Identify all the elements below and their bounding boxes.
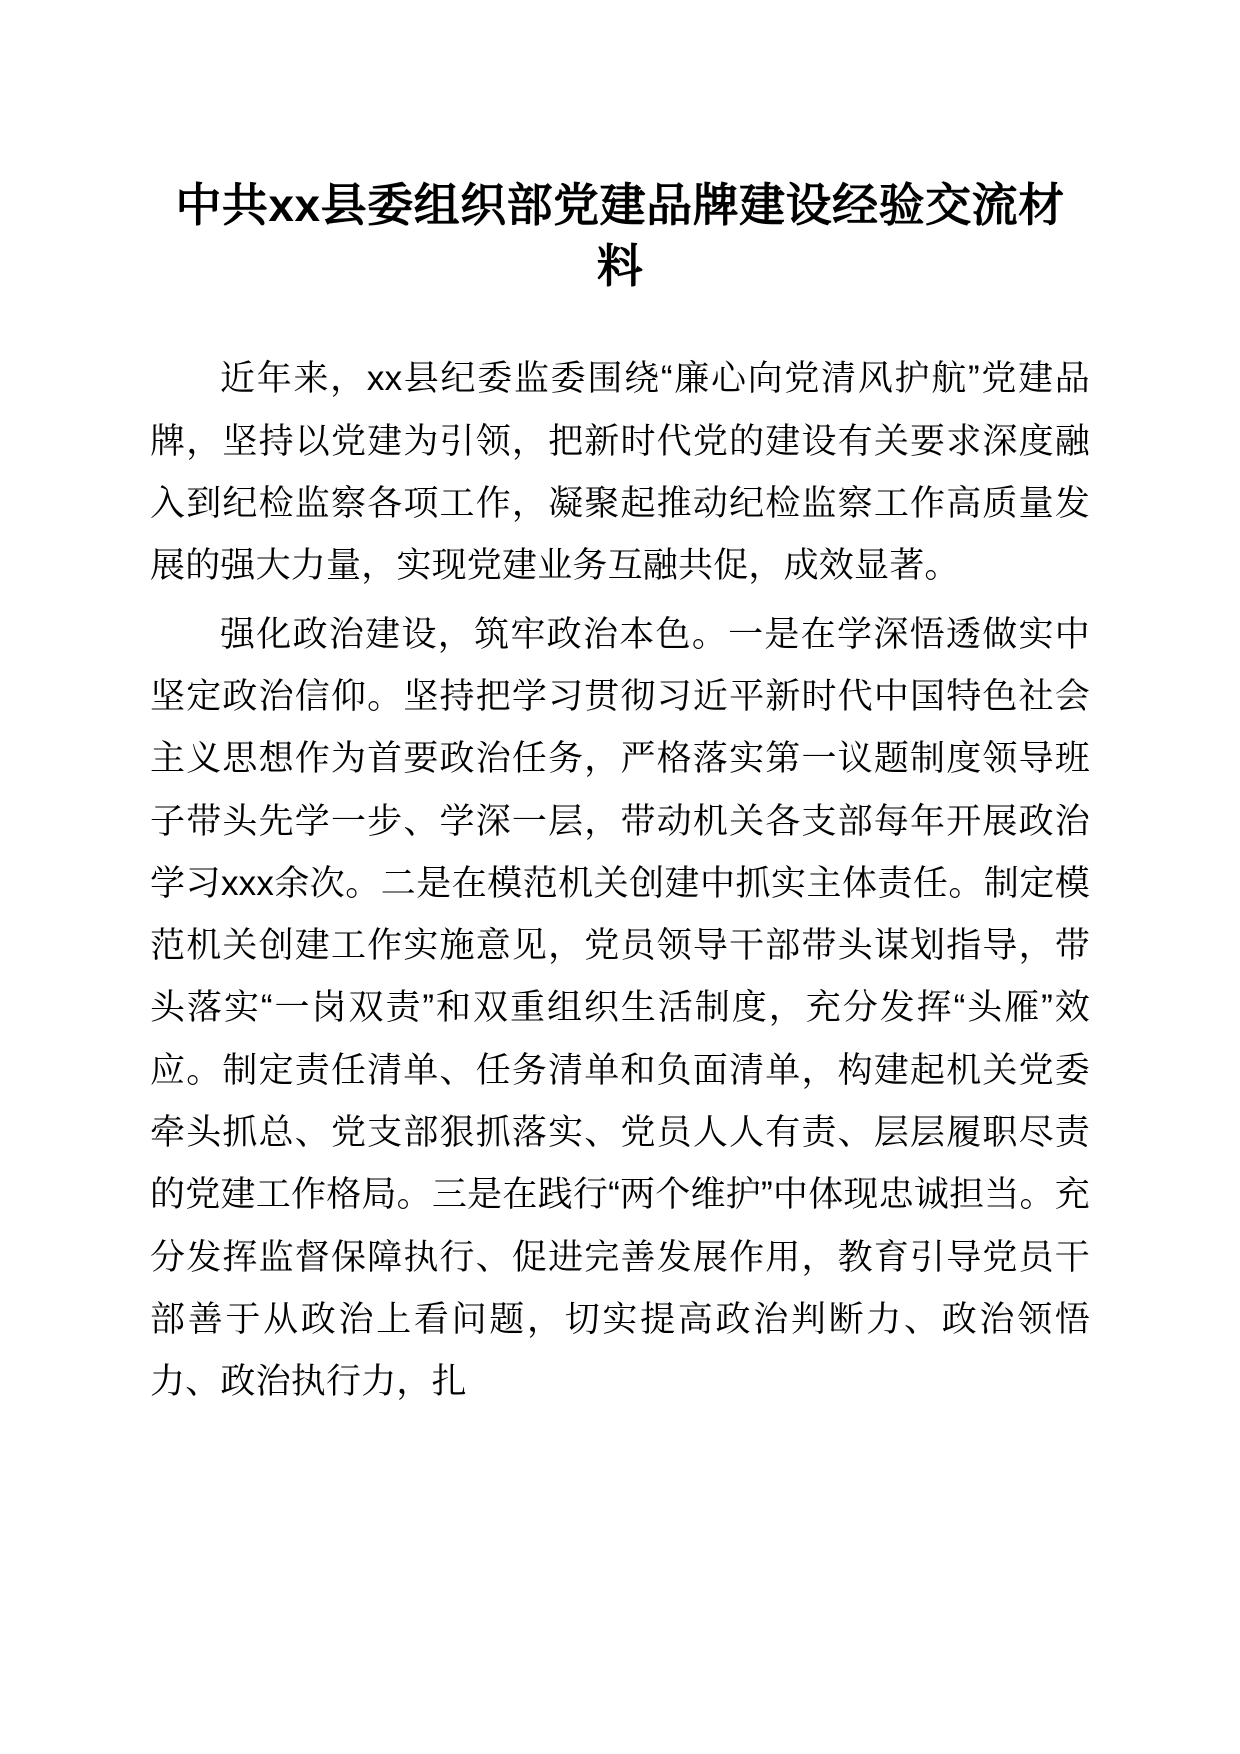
page-title: 中共xx县委组织部党建品牌建设经验交流材料 xyxy=(175,179,1065,292)
paragraph-1: 近年来，xx县纪委监委围绕“廉心向党清风护航”党建品牌，坚持以党建为引领，把新时代党的建设有关要求深度融入到纪检监察各项工作，凝聚起推动纪检监察工作高质量发展的强大力量，实现党建业务互融共促，成效显著。 xyxy=(150,359,1090,586)
paragraph-2: 强化政治建设，筑牢政治本色。一是在学深悟透做实中坚定政治信仰。坚持把学习贯彻习近平新时代中国特色社会主义思想作为首要政治任务，严格落实第一议题制度领导班子带头先学一步、学深一层，带动机关各支部每年开展政治学习xxx余次。二是在模范机关创建中抓实主体责任。制定模范机关创建工作实施意见，党员领导干部带头谋划指导，带头落实“一岗双责”和双重组织生活制度，充分发挥“头雁”效应。制定责任清单、任务清单和负面清单，构建起机关党委牵头抓总、党支部狠抓落实、党员人人有责、层层履职尽责的党建工作格局。三是在践行“两个维护”中体现忠诚担当。充分发挥监督保障执行、促进完善发展作用，教育引导党员干部善于从政治上看问题，切实提高政治判断力、政治领悟力、政治执行力，扎 xyxy=(150,614,1090,1402)
document-body xyxy=(150,348,1090,1413)
